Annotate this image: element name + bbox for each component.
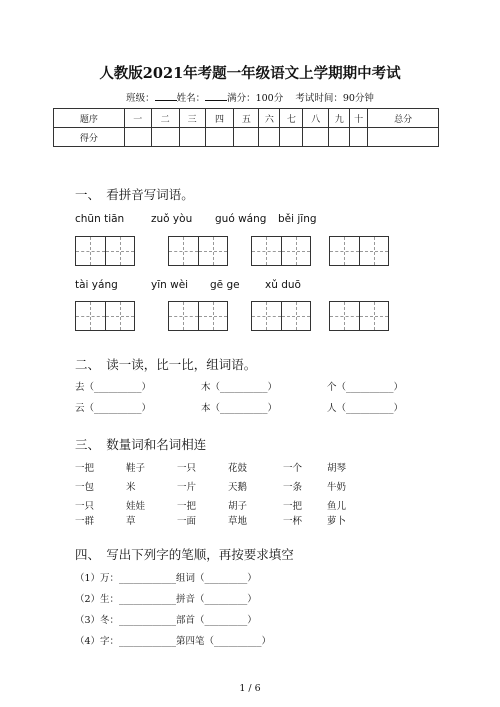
pinyin-label: guó wáng: [215, 213, 267, 225]
stroke-order-item[interactable]: （1）万：____________组词（_________）: [75, 573, 257, 584]
table-cell: 五: [234, 109, 259, 128]
score-table: [53, 108, 439, 147]
pinyin-label: tài yáng: [75, 279, 118, 291]
score-input-cell[interactable]: [303, 128, 329, 147]
page-title: 人教版2021年考题一年级语文上学期期中考试: [99, 65, 401, 82]
match-word[interactable]: 一杯: [283, 516, 303, 527]
tianzige-box[interactable]: [168, 301, 228, 331]
stroke-order-item[interactable]: （2）生：____________拼音（_________）: [75, 594, 257, 605]
tianzige-box[interactable]: [329, 236, 389, 266]
pinyin-label: zuǒ yòu: [151, 213, 193, 225]
tianzige-box[interactable]: [329, 301, 389, 331]
class-label: 班级：: [126, 93, 155, 104]
table-cell: 二: [151, 109, 179, 128]
match-word[interactable]: 米: [126, 482, 136, 493]
fill-blank-item[interactable]: 木（__________）: [201, 382, 278, 393]
fill-blank-item[interactable]: 个（__________）: [327, 382, 404, 393]
score-table-header-row: [54, 109, 439, 128]
match-word[interactable]: 牛奶: [327, 482, 347, 493]
stroke-order-item[interactable]: （4）字：____________第四笔（__________）: [75, 636, 272, 647]
match-word[interactable]: 天鹅: [228, 482, 248, 493]
score-input-cell[interactable]: [151, 128, 179, 147]
name-label: 姓名：: [176, 93, 206, 104]
class-blank: [155, 92, 177, 101]
match-word[interactable]: 一个: [283, 463, 303, 474]
fill-blank-item[interactable]: 云（__________）: [75, 403, 152, 414]
match-word[interactable]: 花鼓: [228, 463, 248, 474]
match-word[interactable]: 胡子: [228, 501, 248, 512]
table-cell: 十: [350, 109, 368, 128]
match-word[interactable]: 一把: [177, 501, 197, 512]
table-cell: 得分: [54, 128, 125, 147]
section3-heading: 三、 数量词和名词相连: [75, 437, 207, 452]
match-word[interactable]: 草地: [228, 516, 248, 527]
score-input-cell[interactable]: [259, 128, 280, 147]
match-word[interactable]: 一条: [283, 482, 303, 493]
pinyin-label: běi jīng: [278, 213, 317, 225]
tianzige-box[interactable]: [251, 236, 311, 266]
table-cell: 六: [259, 109, 280, 128]
match-word[interactable]: 萝卜: [327, 516, 347, 527]
section1-heading: 一、 看拼音写词语。: [75, 187, 194, 202]
score-input-cell[interactable]: [368, 128, 439, 147]
table-cell: 一: [124, 109, 151, 128]
table-cell: 九: [329, 109, 350, 128]
name-blank: [205, 92, 227, 101]
table-cell: 八: [303, 109, 329, 128]
section4-heading: 四、 写出下列字的笔顺，再按要求填空: [75, 547, 294, 562]
exam-info: [0, 90, 500, 104]
table-cell: 七: [280, 109, 303, 128]
tianzige-box[interactable]: [168, 236, 228, 266]
match-word[interactable]: 一包: [75, 482, 95, 493]
tianzige-box[interactable]: [75, 301, 135, 331]
score-input-cell[interactable]: [350, 128, 368, 147]
fill-blank-item[interactable]: 人（__________）: [327, 403, 404, 414]
match-word[interactable]: 鱼儿: [327, 501, 347, 512]
match-word[interactable]: 一面: [177, 516, 197, 527]
table-cell: 四: [205, 109, 234, 128]
score-input-cell[interactable]: [280, 128, 303, 147]
score-table-score-row: [54, 128, 439, 147]
table-cell: 题序: [54, 109, 125, 128]
match-word[interactable]: 鞋子: [126, 463, 146, 474]
match-word[interactable]: 一把: [283, 501, 303, 512]
match-word[interactable]: 胡琴: [327, 463, 347, 474]
pinyin-label: yīn wèi: [151, 279, 189, 291]
match-word[interactable]: 一只: [75, 501, 95, 512]
match-word[interactable]: 草: [126, 516, 136, 527]
match-word[interactable]: 一群: [75, 516, 95, 527]
match-word[interactable]: 娃娃: [126, 501, 146, 512]
pinyin-label: xǔ duō: [265, 279, 301, 291]
pinyin-label: gē ge: [210, 279, 240, 291]
tianzige-box[interactable]: [75, 236, 135, 266]
table-cell: 三: [179, 109, 205, 128]
score-input-cell[interactable]: [124, 128, 151, 147]
match-word[interactable]: 一只: [177, 463, 197, 474]
fill-blank-item[interactable]: 本（__________）: [201, 403, 278, 414]
match-word[interactable]: 一把: [75, 463, 95, 474]
score-input-cell[interactable]: [179, 128, 205, 147]
page-number: 1 / 6: [239, 683, 261, 694]
stroke-order-item[interactable]: （3）冬：____________部首（_________）: [75, 615, 257, 626]
fill-blank-item[interactable]: 去（__________）: [75, 382, 152, 393]
score-input-cell[interactable]: [205, 128, 234, 147]
score-input-cell[interactable]: [234, 128, 259, 147]
pinyin-label: chūn tiān: [75, 213, 125, 225]
match-word[interactable]: 一片: [177, 482, 197, 493]
tianzige-box[interactable]: [251, 301, 311, 331]
table-cell: 总分: [368, 109, 439, 128]
exam-time: 考试时间：90分钟: [295, 93, 374, 104]
score-input-cell[interactable]: [329, 128, 350, 147]
full-score: 满分：100分: [227, 93, 284, 104]
section2-heading: 二、 读一读，比一比，组词语。: [75, 357, 257, 372]
